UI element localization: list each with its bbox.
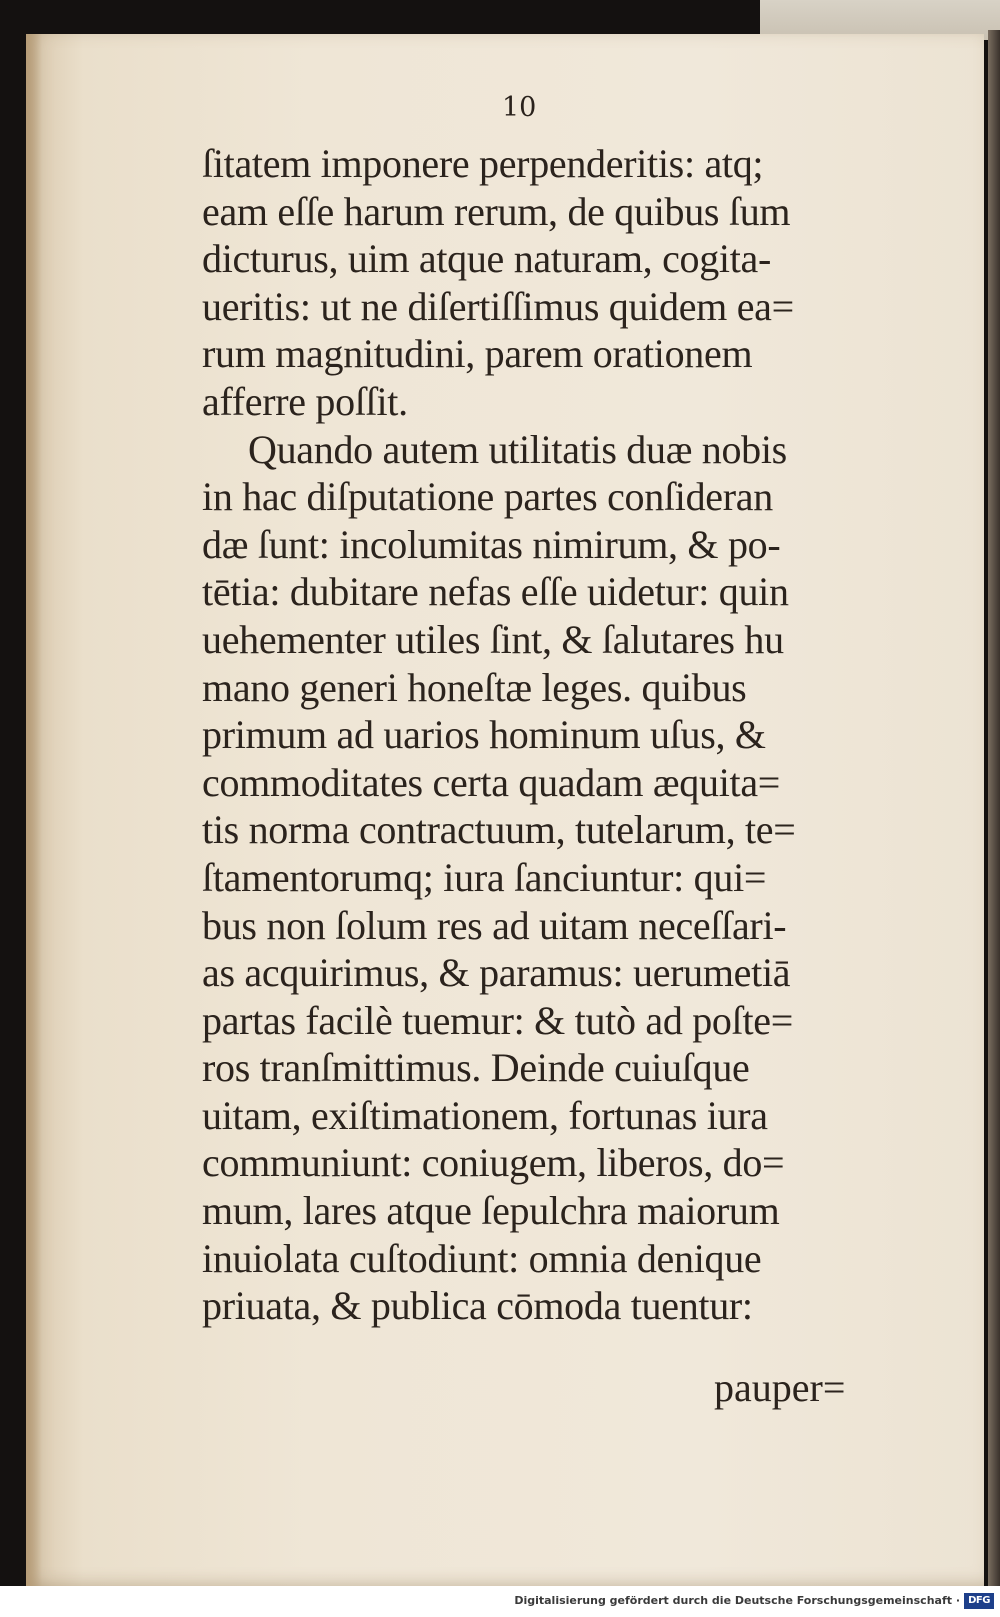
text-line: in hac diſputatione partes conſideran [202,474,773,520]
text-line: dicturus, uim atque naturam, cogita- [202,236,772,282]
book-page [26,34,984,1586]
body-text [202,140,902,1330]
text-line: ros tranſmittimus. Deinde cuiuſque [202,1045,750,1091]
funding-credit: Digitalisierung gefördert durch die Deutsche Forschungsgemeinschaft · [514,1594,960,1607]
dfg-logo-icon: DFG [964,1593,994,1609]
digitization-footer [0,1586,1000,1617]
text-line: rum magnitudini, parem orationem [202,331,753,377]
book-fore-edge [988,30,1000,1590]
text-line: communiunt: coniugem, liberos, do= [202,1140,785,1186]
text-line: afferre poſſit. [202,378,408,424]
text-line: as acquirimus, & paramus: uerumetiā [202,950,791,996]
text-line: ſitatem imponere perpenderitis: atq; [202,141,764,186]
text-line: commoditates certa quadam æquita= [202,759,781,805]
text-line: inuiolata cuſtodiunt: omnia denique [202,1235,762,1281]
text-line: mum, lares atque ſepulchra maiorum [202,1188,780,1234]
catchword: pauper= [714,1365,846,1410]
text-line: partas facilè tuemur: & tutò ad poſte= [202,997,793,1043]
text-line: primum ad uarios hominum uſus, & [202,712,766,758]
text-line: dæ ſunt: incolumitas nimirum, & po- [202,521,781,567]
text-line: tētia: dubitare nefas eſſe uidetur: quin [202,569,789,615]
text-line: priuata, & publica cōmoda tuentur: [202,1283,753,1329]
text-line: bus non ſolum res ad uitam neceſſari- [202,902,787,948]
text-line: ſtamentorumq; iura ſanciuntur: qui= [202,854,767,900]
text-line: eam eſſe harum rerum, de quibus ſum [202,188,791,234]
text-line: uehementer utiles ſint, & ſalutares hu [202,616,784,662]
text-line: uitam, exiſtimationem, fortunas iura [202,1092,768,1138]
text-line: mano generi honeſtæ leges. quibus [202,664,747,710]
text-line: Quando autem utilitatis duæ nobis [248,426,787,472]
page-number: 10 [502,92,537,123]
text-line: tis norma contractuum, tutelarum, te= [202,807,796,853]
text-line: ueritis: ut ne diſertiſſimus quidem ea= [202,283,794,329]
